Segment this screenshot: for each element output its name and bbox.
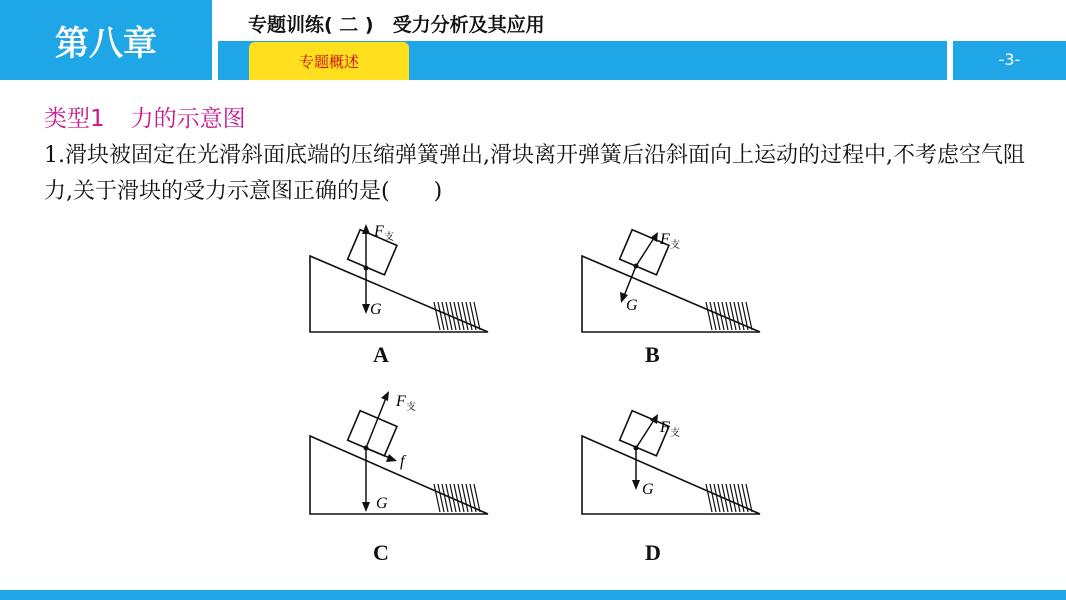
question-text: 1.滑块被固定在光滑斜面底端的压缩弹簧弹出,滑块离开弹簧后沿斜面向上运动的过程中,不考虑空气阻力,关于滑块的受力示意图正确的是( ): [44, 143, 1025, 204]
figure-d: [572, 402, 772, 522]
option-label-c: C: [373, 540, 389, 565]
label-f-support-d: F: [660, 419, 670, 436]
label-f-support-a: F: [374, 223, 384, 240]
diagram-d: [572, 402, 772, 522]
figure-a: [300, 220, 500, 340]
label-f-sub-c: 支: [406, 402, 416, 413]
figure-b: [572, 220, 772, 340]
label-f-sub-d: 支: [670, 428, 680, 439]
footer-bar: [0, 590, 1066, 600]
page-number: -3-: [998, 50, 1021, 69]
option-label-d: D: [645, 540, 661, 565]
chapter-title: 第八章: [0, 0, 212, 80]
label-f-support-c: F: [396, 393, 406, 410]
type-label: 类型1: [44, 106, 105, 132]
type-name: 力的示意图: [130, 106, 246, 132]
label-friction-c: f: [400, 453, 405, 470]
figure-c: [300, 390, 500, 520]
option-label-b: B: [645, 342, 660, 367]
tab-overview[interactable]: 专题概述: [249, 42, 409, 80]
label-g-a: G: [370, 301, 382, 318]
label-g-c: G: [376, 495, 388, 512]
section-heading: [44, 100, 246, 133]
diagram-a: [300, 220, 500, 340]
topic-title: 专题训练( 二 ) 受力分析及其应用: [248, 14, 545, 36]
label-f-sub-a: 支: [384, 232, 394, 243]
label-f-support-b: F: [660, 231, 670, 248]
diagram-c: [300, 390, 500, 520]
diagram-b: [572, 220, 772, 340]
option-label-a: A: [373, 342, 389, 367]
label-f-sub-b: 支: [670, 240, 680, 251]
header: [0, 0, 1066, 80]
label-g-d: G: [642, 481, 654, 498]
label-g-b: G: [626, 297, 638, 314]
